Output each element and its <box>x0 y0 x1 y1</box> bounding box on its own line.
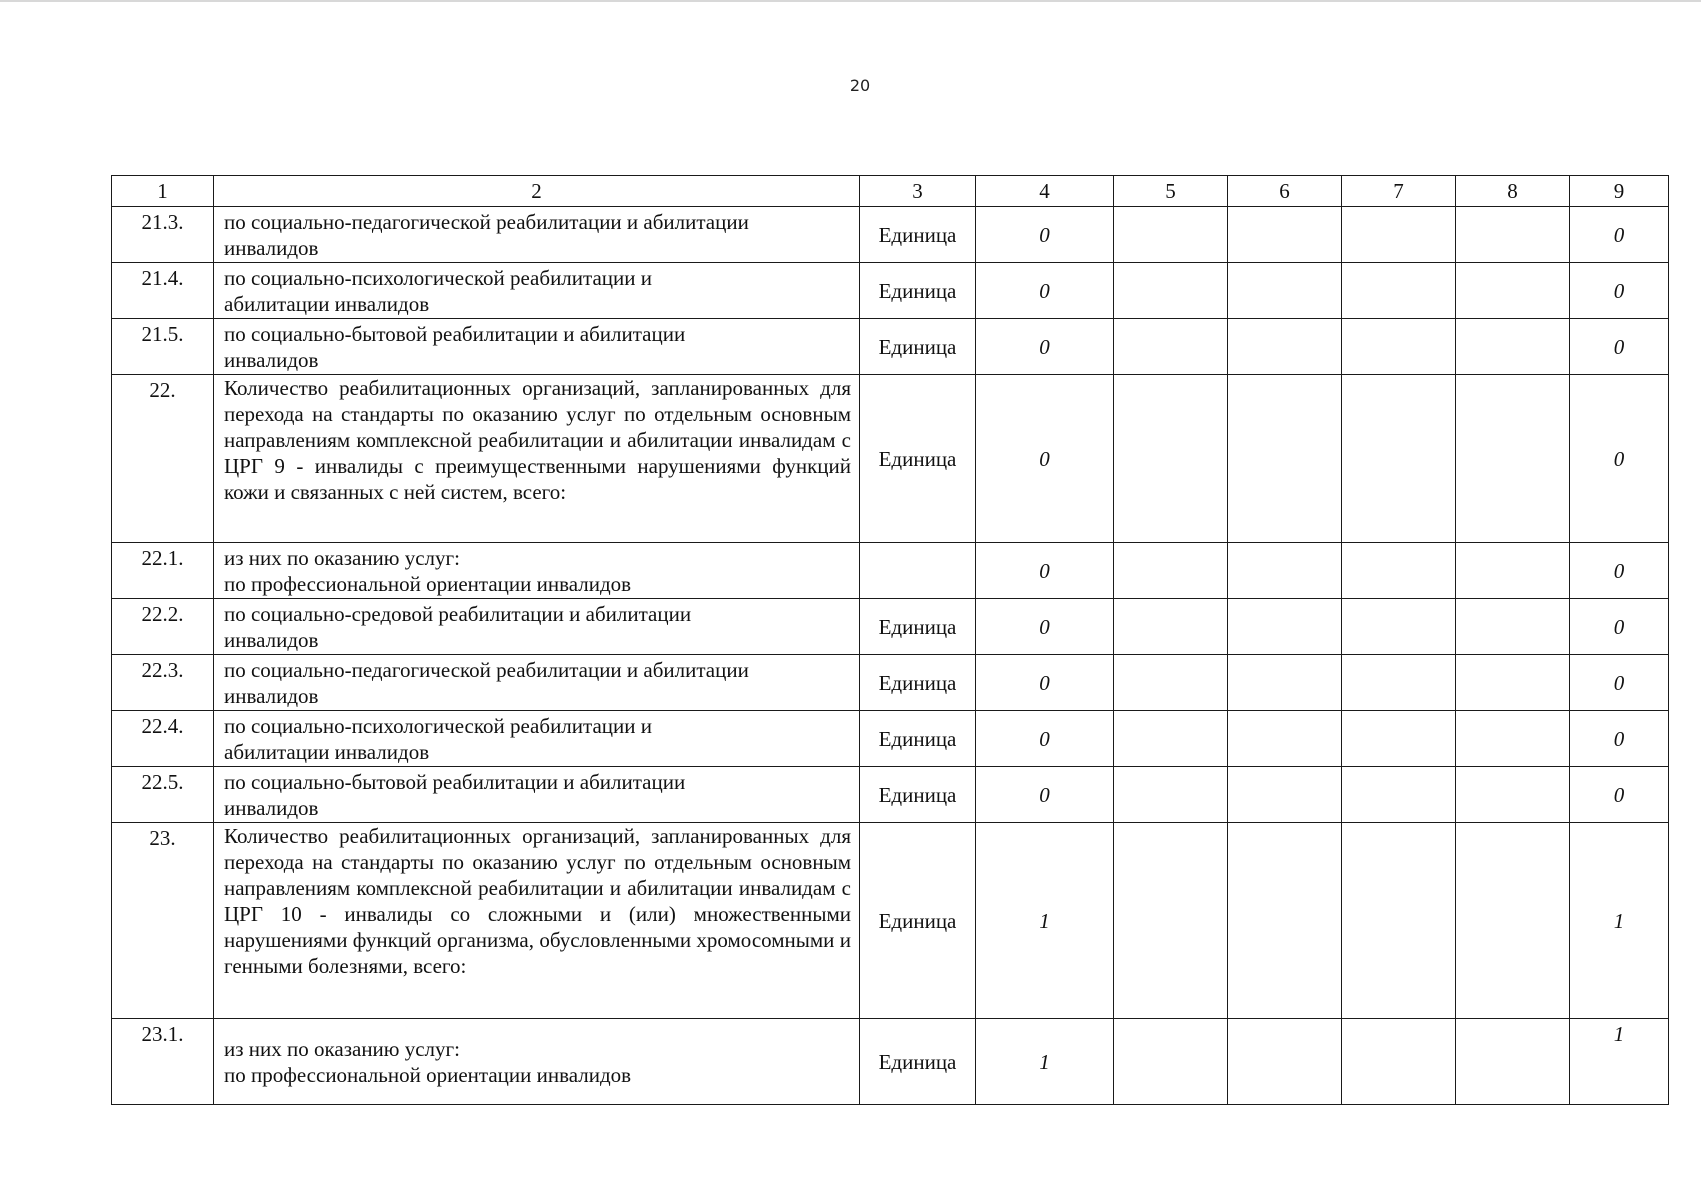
empty-cell-col-7 <box>1342 375 1456 543</box>
empty-cell-col-5 <box>1114 543 1228 599</box>
empty-cell-col-8 <box>1456 263 1570 319</box>
unit-cell: Единица <box>860 207 976 263</box>
indicator-name <box>214 319 860 375</box>
row-number: 22.2. <box>112 599 214 655</box>
value-col-9: 0 <box>1570 375 1669 543</box>
empty-cell-col-8 <box>1456 767 1570 823</box>
value-col-9: 0 <box>1570 207 1669 263</box>
indicator-name-line: абилитации инвалидов <box>224 739 430 764</box>
empty-cell-col-5 <box>1114 655 1228 711</box>
table-row <box>112 767 1669 823</box>
empty-cell-col-8 <box>1456 207 1570 263</box>
table-row <box>112 543 1669 599</box>
empty-cell-col-7 <box>1342 319 1456 375</box>
indicator-name <box>214 207 860 263</box>
indicator-name-line: инвалидов <box>224 235 319 260</box>
header-cell: 5 <box>1114 176 1228 207</box>
table-body <box>112 176 1669 1105</box>
unit-cell: Единица <box>860 1019 976 1105</box>
unit-cell: Единица <box>860 767 976 823</box>
empty-cell-col-8 <box>1456 543 1570 599</box>
empty-cell-col-5 <box>1114 263 1228 319</box>
empty-cell-col-7 <box>1342 599 1456 655</box>
value-col-9: 0 <box>1570 599 1669 655</box>
empty-cell-col-8 <box>1456 375 1570 543</box>
empty-cell-col-6 <box>1228 767 1342 823</box>
value-col-4: 0 <box>976 599 1114 655</box>
value-col-9: 0 <box>1570 767 1669 823</box>
table-row <box>112 823 1669 1019</box>
empty-cell-col-6 <box>1228 207 1342 263</box>
value-col-9: 0 <box>1570 655 1669 711</box>
empty-cell-col-7 <box>1342 767 1456 823</box>
row-number: 21.4. <box>112 263 214 319</box>
value-col-9: 1 <box>1570 1019 1669 1105</box>
empty-cell-col-5 <box>1114 207 1228 263</box>
empty-cell-col-8 <box>1456 1019 1570 1105</box>
row-number: 22.1. <box>112 543 214 599</box>
indicator-name-line: по социально-психологической реабилитации и <box>224 713 652 738</box>
value-col-4: 1 <box>976 823 1114 1019</box>
value-col-9: 0 <box>1570 711 1669 767</box>
indicator-name <box>214 711 860 767</box>
indicator-name <box>214 1019 860 1105</box>
indicator-name-line: по социально-психологической реабилитации и <box>224 265 652 290</box>
value-col-4: 1 <box>976 1019 1114 1105</box>
unit-cell: Единица <box>860 655 976 711</box>
indicator-name-line: по социально-педагогической реабилитации и абилитации <box>224 209 749 234</box>
indicator-name-line: по профессиональной ориентации инвалидов <box>224 571 632 596</box>
unit-cell: Единица <box>860 319 976 375</box>
unit-cell: Единица <box>860 263 976 319</box>
report-table <box>111 175 1669 1105</box>
empty-cell-col-5 <box>1114 767 1228 823</box>
indicator-name-line: Количество реабилитационных организаций, запланированных для перехода на стандарты по оказанию услуг по отдельным основным направлениям комплексной реабилитации и абилитации инвалидам с ЦРГ 9 - инвалиды с преимущественными нарушениями функций кожи и связанных с ней систем, всего: <box>224 376 851 504</box>
indicator-name-line: Количество реабилитационных организаций, запланированных для перехода на стандарты по оказанию услуг по отдельным основным направлениям комплексной реабилитации и абилитации инвалидам с ЦРГ 10 - инвалиды со сложными и (или) множественными нарушениями функций организма, обусловленными хромосомными и генными болезнями, всего: <box>224 824 851 978</box>
page-number: 20 <box>849 76 871 95</box>
empty-cell-col-5 <box>1114 1019 1228 1105</box>
indicator-name-line: инвалидов <box>224 627 319 652</box>
row-number: 22.5. <box>112 767 214 823</box>
value-col-9: 1 <box>1570 823 1669 1019</box>
row-number: 23.1. <box>112 1019 214 1105</box>
empty-cell-col-8 <box>1456 711 1570 767</box>
unit-cell: Единица <box>860 599 976 655</box>
indicator-name-line: по социально-бытовой реабилитации и абилитации <box>224 769 686 794</box>
table-row <box>112 655 1669 711</box>
empty-cell-col-7 <box>1342 207 1456 263</box>
unit-cell: Единица <box>860 375 976 543</box>
indicator-name-line: инвалидов <box>224 347 319 372</box>
indicator-name-line: по социально-средовой реабилитации и абилитации <box>224 601 692 626</box>
empty-cell-col-8 <box>1456 655 1570 711</box>
table-row <box>112 207 1669 263</box>
indicator-name <box>214 543 860 599</box>
unit-cell <box>860 543 976 599</box>
empty-cell-col-6 <box>1228 375 1342 543</box>
value-col-4: 0 <box>976 375 1114 543</box>
table-row <box>112 319 1669 375</box>
empty-cell-col-8 <box>1456 319 1570 375</box>
indicator-name-line: из них по оказанию услуг: <box>224 545 460 570</box>
empty-cell-col-6 <box>1228 1019 1342 1105</box>
empty-cell-col-6 <box>1228 599 1342 655</box>
indicator-name-line: абилитации инвалидов <box>224 291 430 316</box>
indicator-name <box>214 823 860 1019</box>
empty-cell-col-5 <box>1114 823 1228 1019</box>
value-col-9: 0 <box>1570 263 1669 319</box>
value-col-4: 0 <box>976 263 1114 319</box>
empty-cell-col-8 <box>1456 599 1570 655</box>
header-row <box>112 176 1669 207</box>
unit-cell: Единица <box>860 711 976 767</box>
empty-cell-col-7 <box>1342 263 1456 319</box>
row-number: 22.3. <box>112 655 214 711</box>
header-cell: 6 <box>1228 176 1342 207</box>
empty-cell-col-7 <box>1342 711 1456 767</box>
value-col-4: 0 <box>976 711 1114 767</box>
header-cell: 1 <box>112 176 214 207</box>
empty-cell-col-7 <box>1342 823 1456 1019</box>
empty-cell-col-6 <box>1228 711 1342 767</box>
value-col-4: 0 <box>976 543 1114 599</box>
header-cell: 8 <box>1456 176 1570 207</box>
empty-cell-col-5 <box>1114 711 1228 767</box>
indicator-name <box>214 655 860 711</box>
row-number: 21.3. <box>112 207 214 263</box>
table-row <box>112 263 1669 319</box>
indicator-name <box>214 767 860 823</box>
header-cell: 9 <box>1570 176 1669 207</box>
header-cell: 7 <box>1342 176 1456 207</box>
table-row <box>112 711 1669 767</box>
empty-cell-col-5 <box>1114 599 1228 655</box>
empty-cell-col-6 <box>1228 655 1342 711</box>
value-col-9: 0 <box>1570 543 1669 599</box>
empty-cell-col-7 <box>1342 1019 1456 1105</box>
empty-cell-col-6 <box>1228 543 1342 599</box>
empty-cell-col-6 <box>1228 319 1342 375</box>
value-col-4: 0 <box>976 319 1114 375</box>
indicator-name-line: из них по оказанию услуг: <box>224 1036 460 1061</box>
indicator-name-line: по социально-бытовой реабилитации и абилитации <box>224 321 686 346</box>
empty-cell-col-8 <box>1456 823 1570 1019</box>
empty-cell-col-5 <box>1114 375 1228 543</box>
unit-cell: Единица <box>860 823 976 1019</box>
indicator-name <box>214 375 860 543</box>
indicator-name <box>214 599 860 655</box>
table-row <box>112 599 1669 655</box>
empty-cell-col-6 <box>1228 823 1342 1019</box>
value-col-4: 0 <box>976 767 1114 823</box>
row-number: 22.4. <box>112 711 214 767</box>
table-row <box>112 375 1669 543</box>
indicator-name-line: инвалидов <box>224 683 319 708</box>
indicator-name <box>214 263 860 319</box>
indicator-name-line: по социально-педагогической реабилитации и абилитации <box>224 657 749 682</box>
empty-cell-col-5 <box>1114 319 1228 375</box>
empty-cell-col-7 <box>1342 543 1456 599</box>
indicator-name-line: по профессиональной ориентации инвалидов <box>224 1062 632 1087</box>
indicator-name-line: инвалидов <box>224 795 319 820</box>
empty-cell-col-7 <box>1342 655 1456 711</box>
row-number: 22. <box>112 375 214 543</box>
row-number: 21.5. <box>112 319 214 375</box>
header-cell: 4 <box>976 176 1114 207</box>
header-cell: 2 <box>214 176 860 207</box>
scan-edge <box>0 0 1701 2</box>
table-row <box>112 1019 1669 1105</box>
value-col-4: 0 <box>976 655 1114 711</box>
empty-cell-col-6 <box>1228 263 1342 319</box>
header-cell: 3 <box>860 176 976 207</box>
value-col-9: 0 <box>1570 319 1669 375</box>
row-number: 23. <box>112 823 214 1019</box>
value-col-4: 0 <box>976 207 1114 263</box>
